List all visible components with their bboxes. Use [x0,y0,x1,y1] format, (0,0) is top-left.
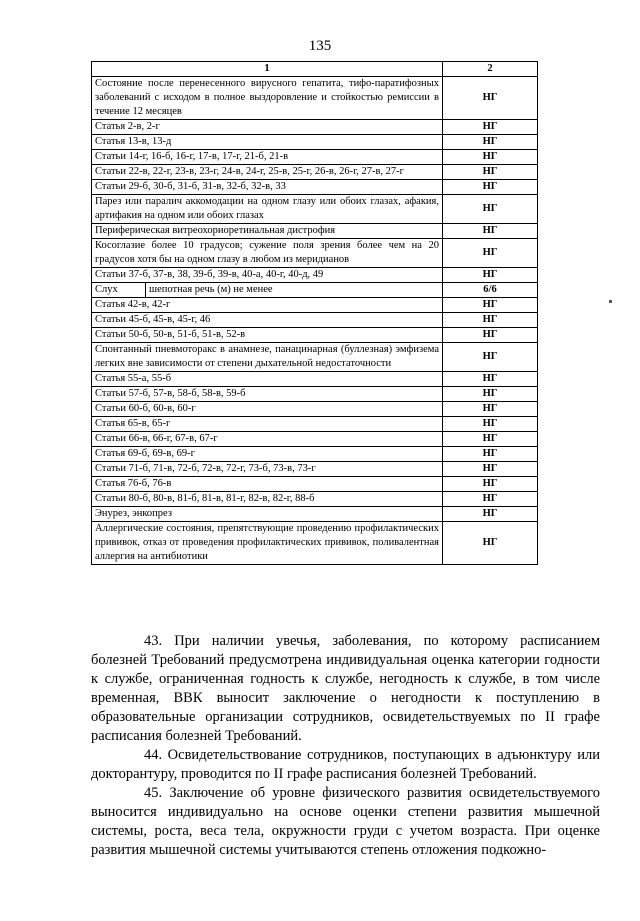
table-row [92,417,538,432]
row-value: НГ [443,120,538,135]
column-header-2: 2 [443,62,538,77]
row-description: Статьи 45-б, 45-в, 45-г, 46 [92,313,443,328]
row-description: Статья 42-в, 42-г [92,298,443,313]
paragraph-45: 45. Заключение об уровне физического развития освидетельствуемого выносится индивидуально на основе оценки степени развития мышечной системы, роста, веса тела, окружности груди с учетом возраста. При оценке развития мышечной системы учитываются степень отложения подкожно- [91,785,600,858]
table-row [92,135,538,150]
table-row [92,268,538,283]
row-description: Статья 69-б, 69-в, 69-г [92,447,443,462]
table-row [92,522,538,565]
row-value: НГ [443,492,538,507]
table-row [92,239,538,268]
row-value: НГ [443,298,538,313]
row-description: Статьи 37-б, 37-в, 38, 39-б, 39-в, 40-а, 40-г, 40-д, 49 [92,268,443,283]
row-description [92,283,443,298]
scan-mark [609,300,612,303]
table-row [92,313,538,328]
table-row [92,387,538,402]
row-value: НГ [443,522,538,565]
row-description: Статьи 29-б, 30-б, 31-б, 31-в, 32-б, 32-в, 33 [92,180,443,195]
row-description: Статьи 50-б, 50-в, 51-б, 51-в, 52-в [92,328,443,343]
table-row [92,150,538,165]
row-value: НГ [443,507,538,522]
row-description: Периферическая витреохориоретинальная дистрофия [92,224,443,239]
row-description: Статьи 57-б, 57-в, 58-б, 58-в, 59-б [92,387,443,402]
row-description: Статьи 71-б, 71-в, 72-б, 72-в, 72-г, 73-б, 73-в, 73-г [92,462,443,477]
table-row [92,402,538,417]
row-label-detail: шепотная речь (м) не менее [149,284,273,295]
row-description: Статьи 60-б, 60-в, 60-г [92,402,443,417]
row-value: НГ [443,402,538,417]
table-row [92,298,538,313]
table-row [92,195,538,224]
row-value: НГ [443,180,538,195]
row-value: НГ [443,195,538,224]
row-value: НГ [443,224,538,239]
table-row [92,328,538,343]
table-row [92,462,538,477]
table-header-row [92,62,538,77]
table-row [92,507,538,522]
row-description: Статьи 22-в, 22-г, 23-в, 23-г, 24-в, 24-г, 25-в, 25-г, 26-в, 26-г, 27-в, 27-г [92,165,443,180]
row-description: Косоглазие более 10 градусов; сужение поля зрения более чем на 20 градусов хотя бы на одном глазу в любом из меридианов [92,239,443,268]
row-description: Энурез, энкопрез [92,507,443,522]
row-value: НГ [443,313,538,328]
body-text [91,632,600,860]
table-row [92,477,538,492]
row-description: Статья 65-в, 65-г [92,417,443,432]
row-description: Статьи 80-б, 80-в, 81-б, 81-в, 81-г, 82-в, 82-г, 88-б [92,492,443,507]
row-value: НГ [443,77,538,120]
row-description: Спонтанный пневмоторакс в анамнезе, панацинарная (буллезная) эмфизема легких вне зависимости от степени дыхательной недостаточности [92,343,443,372]
row-value: НГ [443,328,538,343]
row-description: Статьи 14-г, 16-б, 16-г, 17-в, 17-г, 21-б, 21-в [92,150,443,165]
table-row [92,432,538,447]
row-value: НГ [443,417,538,432]
row-value: НГ [443,477,538,492]
row-description: Состояние после перенесенного вирусного гепатита, тифо-паратифозных заболеваний с исходом в полное выздоровление и стойкостью ремиссии в течение 12 месяцев [92,77,443,120]
row-value: НГ [443,165,538,180]
row-label: Слух [92,283,146,297]
row-value: НГ [443,462,538,477]
table-row [92,180,538,195]
paragraph-43: 43. При наличии увечья, заболевания, по которому расписанием болезней Требований предусмотрена индивидуальная оценка категории годности к службе, ограниченная годность к службе, негодность к службе, в том числе временная, ВВК выносит заключение о негодности к поступлению в образовательные организации сотрудников, освидетельствуемых по II графе расписания болезней Требований. [91,633,600,744]
row-value: НГ [443,372,538,387]
row-value: НГ [443,135,538,150]
row-description: Парез или паралич аккомодации на одном глазу или обоих глазах, афакия, артифакия на одном или обоих глазах [92,195,443,224]
row-value: НГ [443,387,538,402]
row-description: Статьи 66-в, 66-г, 67-в, 67-г [92,432,443,447]
row-description: Статья 2-в, 2-г [92,120,443,135]
table-row [92,77,538,120]
row-value: НГ [443,268,538,283]
row-description: Статья 55-а, 55-б [92,372,443,387]
column-header-1: 1 [92,62,443,77]
table-body [92,77,538,565]
table-row [92,492,538,507]
row-description: Статья 76-б, 76-в [92,477,443,492]
row-description: Статья 13-в, 13-д [92,135,443,150]
row-value: НГ [443,447,538,462]
paragraph-44: 44. Освидетельствование сотрудников, поступающих в адъюнктуру или докторантуру, проводится по II графе расписания болезней Требований. [91,747,600,782]
row-value: НГ [443,150,538,165]
row-value: 6/6 [443,283,538,298]
table-row [92,165,538,180]
row-description: Аллергические состояния, препятствующие проведению профилактических прививок, отказ от проведения профилактических прививок, поливалентная аллергия на антибиотики [92,522,443,565]
table-row [92,224,538,239]
requirements-table [91,61,538,565]
table-row [92,372,538,387]
page-number: 135 [308,38,332,54]
table-row [92,447,538,462]
table-row [92,120,538,135]
row-value: НГ [443,239,538,268]
row-value: НГ [443,343,538,372]
table-row [92,343,538,372]
table-row [92,283,538,298]
row-value: НГ [443,432,538,447]
